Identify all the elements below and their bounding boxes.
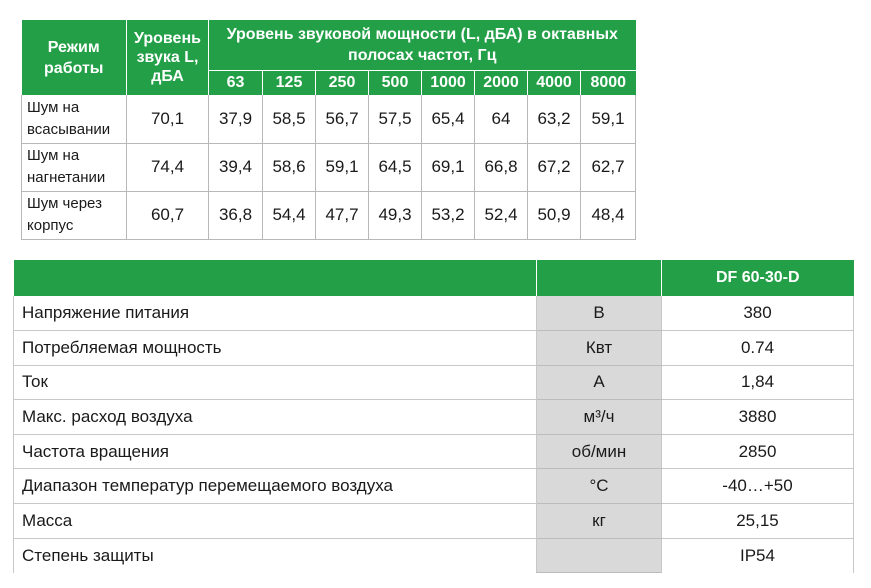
spec-param: Степень защиты: [14, 538, 537, 573]
table-row: [22, 95, 636, 143]
noise-value: 36,8: [209, 191, 263, 239]
spec-value: 3880: [662, 400, 854, 435]
spec-value: 2850: [662, 434, 854, 469]
noise-value: 53,2: [422, 191, 475, 239]
spec-param: Потребляемая мощность: [14, 331, 537, 366]
noise-value: 50,9: [528, 191, 581, 239]
noise-value: 58,6: [263, 143, 316, 191]
header-sound-power: Уровень звуковой мощности (L, дБА) в октавных полосах частот, Гц: [209, 20, 636, 70]
table-row: [14, 504, 854, 539]
table-row: [14, 296, 854, 331]
noise-value: 63,2: [528, 95, 581, 143]
noise-value: 48,4: [581, 191, 636, 239]
table-row: [14, 538, 854, 573]
noise-level: 70,1: [127, 95, 209, 143]
noise-value: 62,7: [581, 143, 636, 191]
noise-value: 64,5: [369, 143, 422, 191]
spec-param: Напряжение питания: [14, 296, 537, 331]
header-sound-level: Уровень звука L, дБА: [127, 20, 209, 95]
table-row: [14, 469, 854, 504]
header-freq: 1000: [422, 70, 475, 95]
spec-value: 0.74: [662, 331, 854, 366]
noise-mode: Шум через корпус: [22, 191, 127, 239]
noise-value: 52,4: [475, 191, 528, 239]
spec-param: Ток: [14, 365, 537, 400]
noise-value: 69,1: [422, 143, 475, 191]
header-blank: [537, 260, 662, 296]
header-freq: 2000: [475, 70, 528, 95]
spec-value: IP54: [662, 538, 854, 573]
noise-value: 49,3: [369, 191, 422, 239]
header-freq: 4000: [528, 70, 581, 95]
noise-mode: Шум на всасывании: [22, 95, 127, 143]
noise-table: [21, 20, 636, 240]
spec-value: 1,84: [662, 365, 854, 400]
spec-value: -40…+50: [662, 469, 854, 504]
noise-mode: Шум на нагнетании: [22, 143, 127, 191]
noise-value: 59,1: [581, 95, 636, 143]
spec-unit: В: [537, 296, 662, 331]
header-freq: 8000: [581, 70, 636, 95]
spec-unit: Квт: [537, 331, 662, 366]
noise-value: 56,7: [316, 95, 369, 143]
spec-unit: м³/ч: [537, 400, 662, 435]
noise-level: 74,4: [127, 143, 209, 191]
spec-param: Диапазон температур перемещаемого воздуха: [14, 469, 537, 504]
noise-value: 65,4: [422, 95, 475, 143]
table-row: [14, 434, 854, 469]
spec-value: 380: [662, 296, 854, 331]
table-row: [14, 400, 854, 435]
noise-value: 67,2: [528, 143, 581, 191]
noise-value: 57,5: [369, 95, 422, 143]
header-blank: [14, 260, 537, 296]
header-freq: 500: [369, 70, 422, 95]
noise-value: 66,8: [475, 143, 528, 191]
spec-param: Частота вращения: [14, 434, 537, 469]
table-row: [22, 143, 636, 191]
noise-value: 58,5: [263, 95, 316, 143]
spec-param: Макс. расход воздуха: [14, 400, 537, 435]
spec-value: 25,15: [662, 504, 854, 539]
spec-table: [13, 260, 854, 573]
table-row: [14, 365, 854, 400]
header-freq: 250: [316, 70, 369, 95]
noise-value: 54,4: [263, 191, 316, 239]
spec-unit: °С: [537, 469, 662, 504]
noise-value: 39,4: [209, 143, 263, 191]
noise-value: 37,9: [209, 95, 263, 143]
noise-value: 47,7: [316, 191, 369, 239]
spec-unit: А: [537, 365, 662, 400]
noise-value: 64: [475, 95, 528, 143]
spec-unit: [537, 538, 662, 573]
noise-value: 59,1: [316, 143, 369, 191]
header-mode: Режим работы: [22, 20, 127, 95]
spec-param: Масса: [14, 504, 537, 539]
spec-unit: кг: [537, 504, 662, 539]
table-row: [22, 191, 636, 239]
header-model: DF 60-30-D: [662, 260, 854, 296]
header-freq: 125: [263, 70, 316, 95]
header-freq: 63: [209, 70, 263, 95]
spec-unit: об/мин: [537, 434, 662, 469]
noise-level: 60,7: [127, 191, 209, 239]
table-row: [14, 331, 854, 366]
